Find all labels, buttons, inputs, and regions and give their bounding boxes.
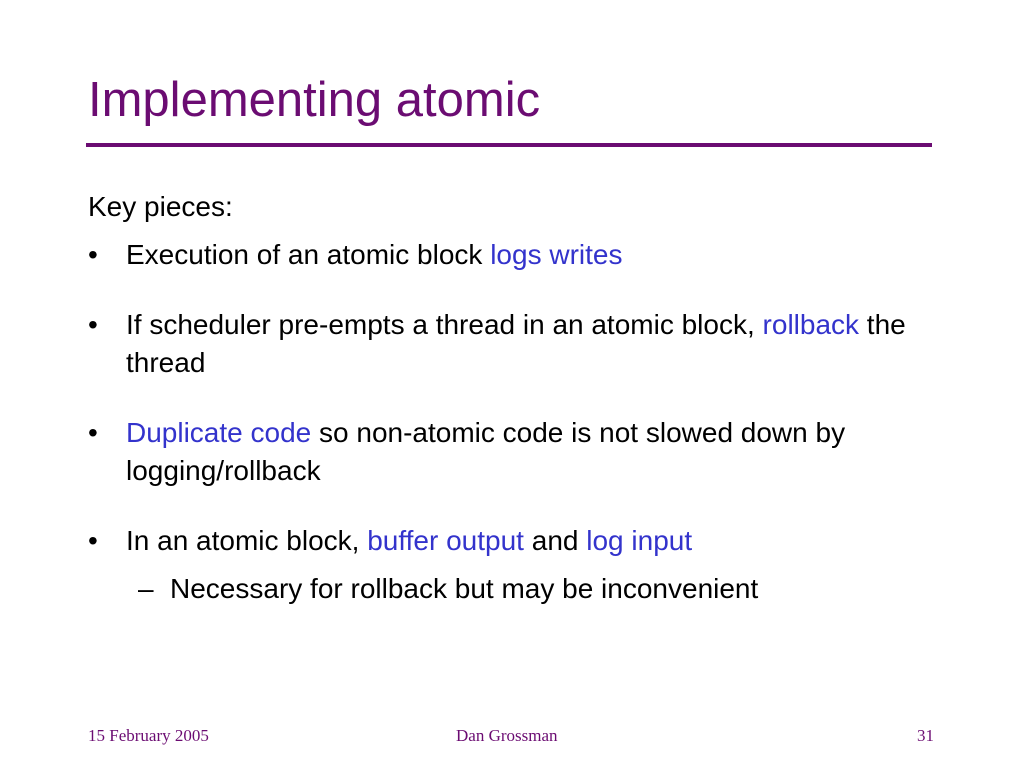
bullet-marker: • [88, 309, 98, 340]
title-underline [86, 143, 932, 147]
bullet-marker: • [88, 417, 98, 448]
highlight-logs-writes: logs writes [490, 239, 623, 270]
slide-body [88, 188, 938, 608]
bullet-item-logging [88, 236, 938, 274]
footer-author: Dan Grossman [456, 726, 558, 745]
bullet-item-rollback [88, 306, 938, 382]
slide-title: Implementing atomic [88, 73, 541, 127]
sub-bullet-item [126, 570, 938, 608]
bullet-item-duplicate-code [88, 414, 938, 490]
footer-page-number: 31 [917, 726, 934, 745]
bullet-marker: • [88, 525, 98, 556]
bullet-text: If scheduler pre-empts a thread in an atomic block, [126, 309, 763, 340]
highlight-duplicate-code: Duplicate code [126, 417, 312, 448]
bullet-text: and [523, 525, 587, 556]
bullet-text: so non-atomic code is not slowed down by logging/rollback [126, 417, 846, 486]
bullet-marker: • [88, 239, 98, 270]
footer-date: 15 February 2005 [88, 726, 209, 745]
intro-text: Key pieces: [88, 191, 233, 222]
bullet-text: Execution of an atomic block [126, 239, 491, 270]
highlight-rollback: rollback [762, 309, 860, 340]
bullet-item-io [88, 522, 938, 608]
bullet-list [88, 236, 938, 608]
sub-bullet-list [126, 570, 938, 608]
bullet-text: In an atomic block, [126, 525, 368, 556]
sub-bullet-text: Necessary for rollback but may be inconvenient [170, 573, 759, 604]
dash-marker: – [138, 573, 154, 604]
highlight-log-input: log input [586, 525, 693, 556]
bullet-text: the thread [126, 309, 906, 378]
highlight-buffer-output: buffer output [367, 525, 524, 556]
